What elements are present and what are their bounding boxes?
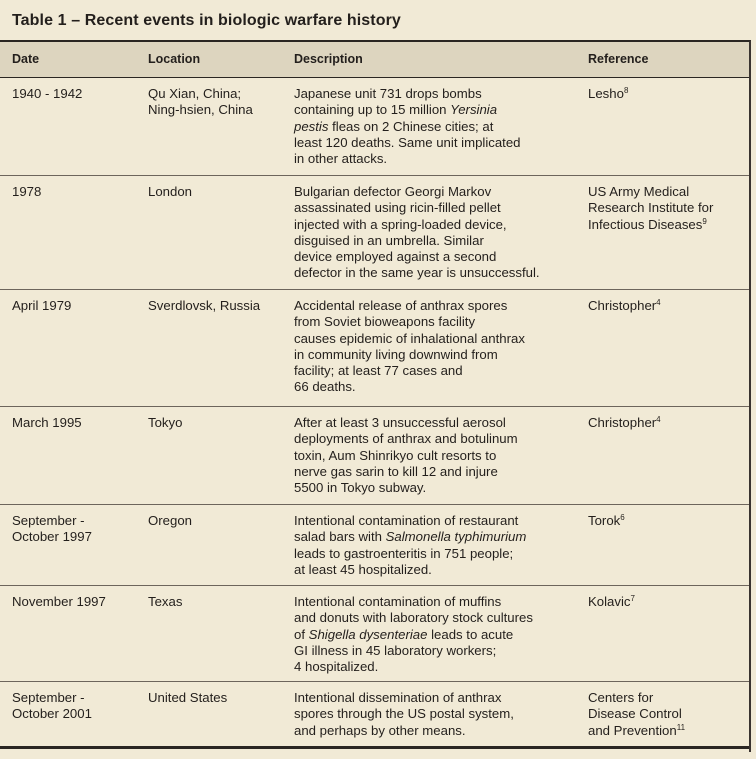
date-cell — [12, 184, 41, 200]
description-cell — [294, 415, 518, 496]
cell-text-line: causes epidemic of inhalational anthrax — [294, 330, 525, 346]
cell-text-line: assassinated using ricin-filled pellet — [294, 200, 501, 216]
cell-text-line: Christopher$^4$ — [588, 298, 661, 313]
reference-cell — [588, 86, 628, 102]
cell-text-line: in other attacks. — [294, 151, 388, 167]
cell-text-line: September - — [12, 690, 85, 705]
reference-cell — [588, 184, 713, 233]
description-cell — [294, 86, 521, 167]
cell-text-line: 66 deaths. — [294, 379, 356, 395]
table-row — [0, 505, 749, 586]
reference-cell — [588, 513, 625, 529]
cell-text-line: from Soviet bioweapons facility — [294, 314, 476, 330]
cell-text-line: October 2001 — [12, 706, 92, 722]
cell-text-line: United States — [148, 690, 228, 705]
cell-text-line: After at least 3 unsuccessful aerosol — [294, 415, 506, 430]
location-cell — [148, 594, 182, 610]
cell-text-line: at least 45 hospitalized. — [294, 561, 432, 577]
cell-text-line: spores through the US postal system, — [294, 706, 514, 722]
table-title: Table 1 – Recent events in biologic warfare history — [12, 12, 401, 29]
cell-text-line: facility; at least 77 cases and — [294, 363, 463, 379]
location-cell — [148, 513, 192, 529]
reference-cell — [588, 594, 635, 610]
cell-text-line: containing up to 15 million Yersinia — [294, 102, 498, 118]
cell-text-line: Texas — [148, 594, 183, 609]
cell-text-line: and perhaps by other means. — [294, 722, 466, 738]
cell-text-line: Torok$^6$ — [588, 513, 625, 528]
header-location: Location — [148, 52, 201, 66]
cell-text-line: October 1997 — [12, 529, 92, 545]
cell-text-line: Intentional contamination of restaurant — [294, 513, 519, 528]
cell-text-line: defector in the same year is unsuccessful. — [294, 265, 540, 281]
cell-text-line: least 120 deaths. Same unit implicated — [294, 134, 521, 150]
cell-text-line: March 1995 — [12, 415, 82, 430]
table-row — [0, 78, 749, 176]
cell-text-line: Kolavic$^7$ — [588, 594, 635, 609]
location-cell — [148, 690, 227, 706]
cell-text-line: deployments of anthrax and botulinum — [294, 431, 518, 447]
cell-text-line: Christopher$^4$ — [588, 415, 661, 430]
cell-text-line: November 1997 — [12, 594, 106, 609]
cell-text-line: Disease Control — [588, 706, 682, 722]
table-row — [0, 290, 749, 407]
events-table — [0, 40, 751, 752]
cell-text-line: in community living downwind from — [294, 346, 498, 362]
table-row — [0, 586, 749, 682]
cell-text-line: Lesho$^8$ — [588, 86, 629, 101]
table-header-row — [0, 42, 749, 78]
cell-text-line: toxin, Aum Shinrikyo cult resorts to — [294, 447, 497, 463]
cell-text-line: 1940 - 1942 — [12, 86, 83, 101]
description-cell — [294, 513, 526, 578]
cell-text-line: disguised in an umbrella. Similar — [294, 232, 484, 248]
table-row — [0, 176, 749, 290]
cell-text-line: leads to gastroenteritis in 751 people; — [294, 545, 514, 561]
location-cell — [148, 86, 253, 119]
cell-text-line: 5500 in Tokyo subway. — [294, 480, 427, 496]
cell-text-line: Research Institute for — [588, 200, 714, 216]
table-row — [0, 682, 749, 752]
cell-text-line: device employed against a second — [294, 249, 497, 265]
reference-cell — [588, 690, 685, 739]
cell-text-line: salad bars with Salmonella typhimurium — [294, 529, 527, 545]
header-description: Description — [294, 52, 363, 66]
location-cell — [148, 184, 192, 200]
cell-text-line: of Shigella dysenteriae leads to acute — [294, 626, 514, 642]
date-cell — [12, 594, 106, 610]
cell-text-line: 4 hospitalized. — [294, 659, 379, 675]
cell-text-line: September - — [12, 513, 85, 528]
reference-cell — [588, 415, 661, 431]
cell-text-line: Centers for — [588, 690, 654, 705]
date-cell — [12, 690, 92, 723]
reference-cell — [588, 298, 661, 314]
description-cell — [294, 690, 514, 739]
cell-text-line: Intentional dissemination of anthrax — [294, 690, 502, 705]
cell-text-line: Qu Xian, China; — [148, 86, 242, 101]
cell-text-line: pestis fleas on 2 Chinese cities; at — [294, 118, 494, 134]
cell-text-line: London — [148, 184, 193, 199]
cell-text-line: Tokyo — [148, 415, 183, 430]
cell-text-line: Intentional contamination of muffins — [294, 594, 502, 609]
date-cell — [12, 415, 82, 431]
description-cell — [294, 594, 533, 675]
cell-text-line: GI illness in 45 laboratory workers; — [294, 642, 497, 658]
cell-text-line: Sverdlovsk, Russia — [148, 298, 261, 313]
cell-text-line: Infectious Diseases$^9$ — [588, 216, 707, 232]
cell-text-line: injected with a spring-loaded device, — [294, 216, 507, 232]
cell-text-line: Japanese unit 731 drops bombs — [294, 86, 482, 101]
date-cell — [12, 86, 82, 102]
date-cell — [12, 298, 71, 314]
location-cell — [148, 415, 182, 431]
description-cell — [294, 298, 525, 396]
table-row — [0, 407, 749, 505]
cell-text-line: Bulgarian defector Georgi Markov — [294, 184, 492, 199]
cell-text-line: and Prevention$^{11}$ — [588, 722, 686, 738]
cell-text-line: Ning-hsien, China — [148, 102, 253, 118]
cell-text-line: April 1979 — [12, 298, 72, 313]
date-cell — [12, 513, 92, 546]
cell-text-line: Accidental release of anthrax spores — [294, 298, 508, 313]
cell-text-line: Oregon — [148, 513, 192, 528]
header-reference: Reference — [588, 52, 649, 66]
cell-text-line: nerve gas sarin to kill 12 and injure — [294, 463, 498, 479]
cell-text-line: US Army Medical — [588, 184, 690, 199]
cell-text-line: 1978 — [12, 184, 42, 199]
table-bottom-rule — [0, 746, 749, 749]
description-cell — [294, 184, 540, 282]
header-date: Date — [12, 52, 40, 66]
location-cell — [148, 298, 260, 314]
cell-text-line: and donuts with laboratory stock cultures — [294, 610, 533, 626]
